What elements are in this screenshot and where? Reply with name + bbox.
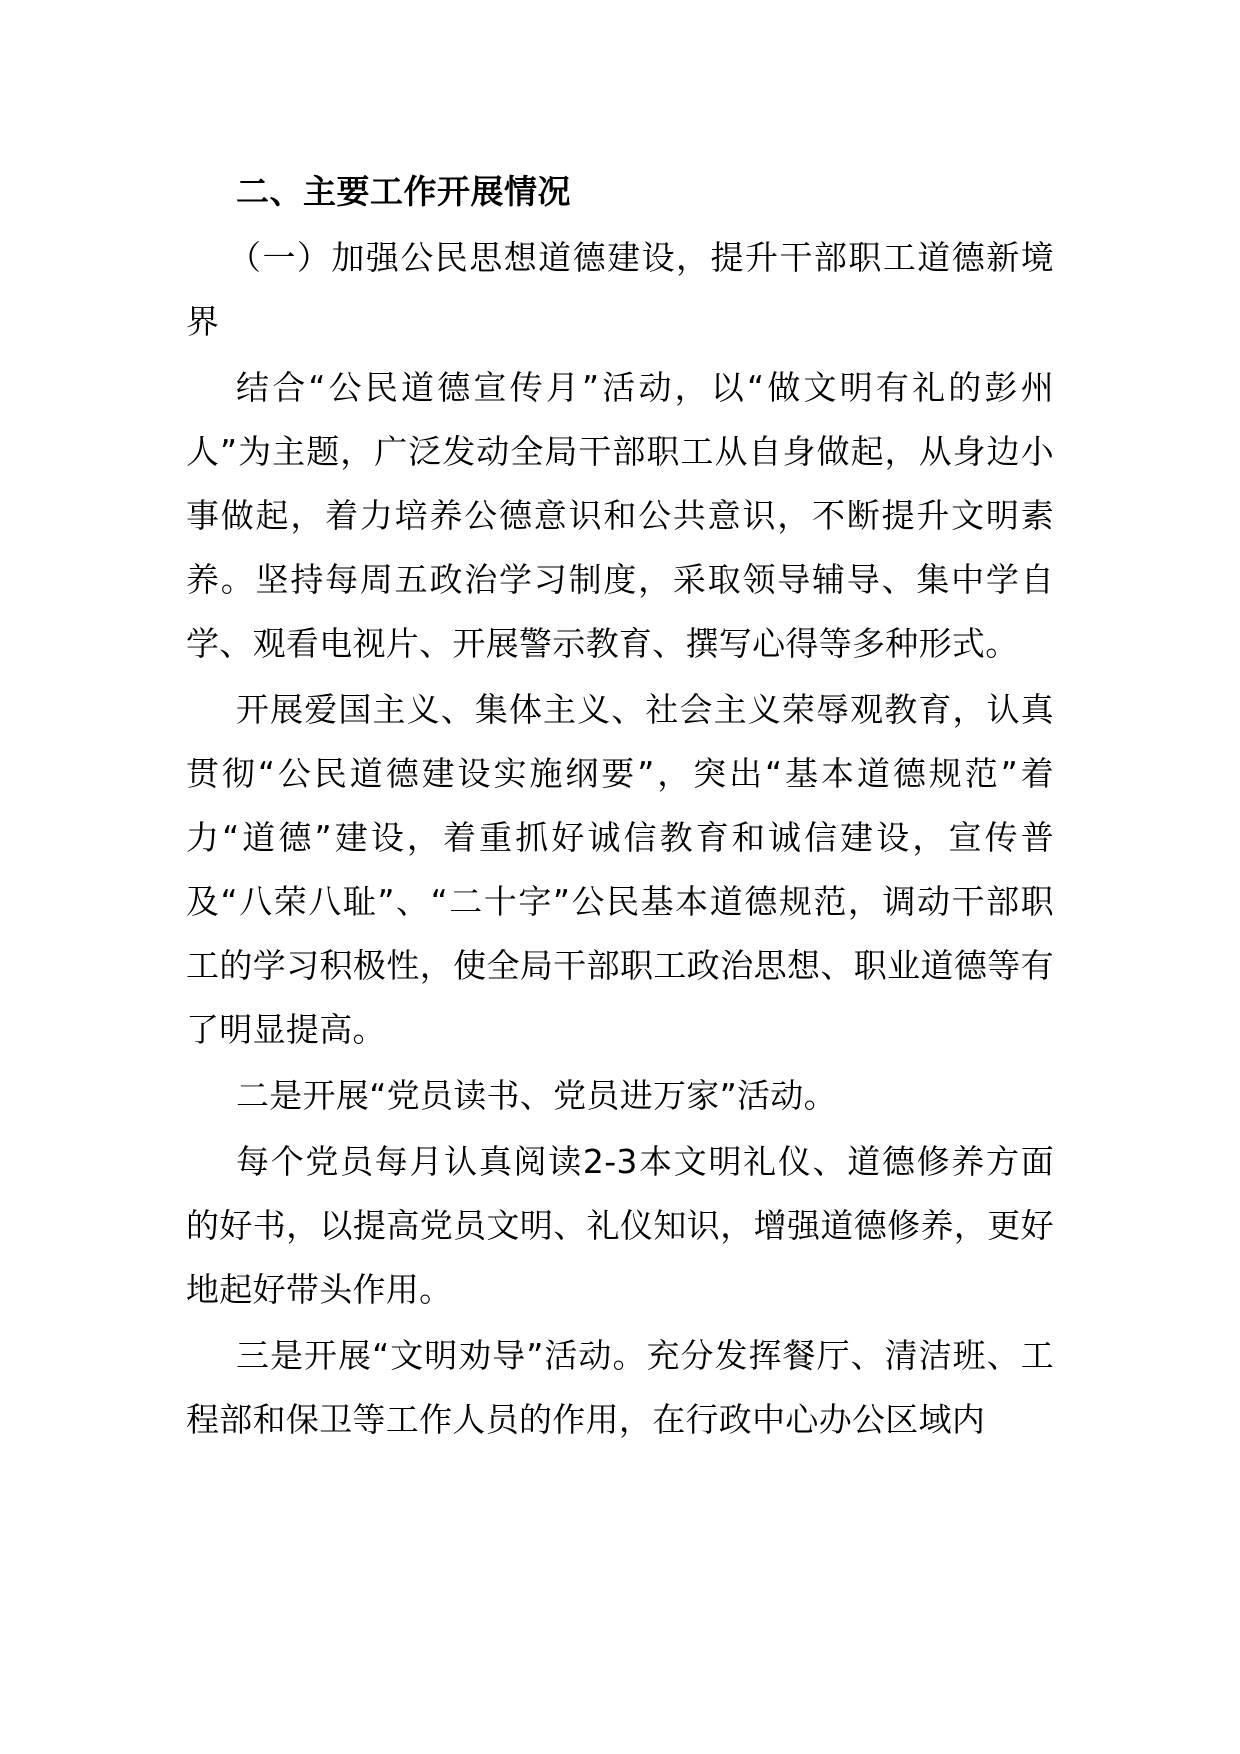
- paragraph-civic-morality-month: 结合“公民道德宣传月”活动，以“做文明有礼的彭州人”为主题，广泛发动全局干部职工从自身做起，从身边小事做起，着力培养公德意识和公共意识，不断提升文明素养。坚持每周五政治学习制度，采取领导辅导、集中学自学、观看电视片、开展警示教育、撰写心得等多种形式。: [186, 368, 1054, 663]
- paragraph-monthly-reading: 每个党员每月认真阅读2-3本文明礼仪、道德修养方面的好书，以提高党员文明、礼仪知识，增强道德修养，更好地起好带头作用。: [186, 1142, 1054, 1309]
- paragraph-party-reading: 二是开展“党员读书、党员进万家”活动。: [236, 1076, 837, 1115]
- document-body: [186, 160, 1054, 1454]
- subsection-heading: （一）加强公民思想道德建设，提升干部职工道德新境界: [186, 238, 1054, 341]
- paragraph-patriotism-education: 开展爱国主义、集体主义、社会主义荣辱观教育，认真贯彻“公民道德建设实施纲要”，突出“基本道德规范”着力“道德”建设，着重抓好诚信教育和诚信建设，宣传普及“八荣八耻”、“二十字”公民基本道德规范，调动干部职工的学习积极性，使全局干部职工政治思想、职业道德等有了明显提高。: [186, 690, 1054, 1049]
- section-heading: 二、主要工作开展情况: [236, 172, 571, 211]
- paragraph-civility-persuasion: 三是开展“文明劝导”活动。充分发挥餐厅、清洁班、工程部和保卫等工作人员的作用，在行政中心办公区域内: [186, 1336, 1054, 1439]
